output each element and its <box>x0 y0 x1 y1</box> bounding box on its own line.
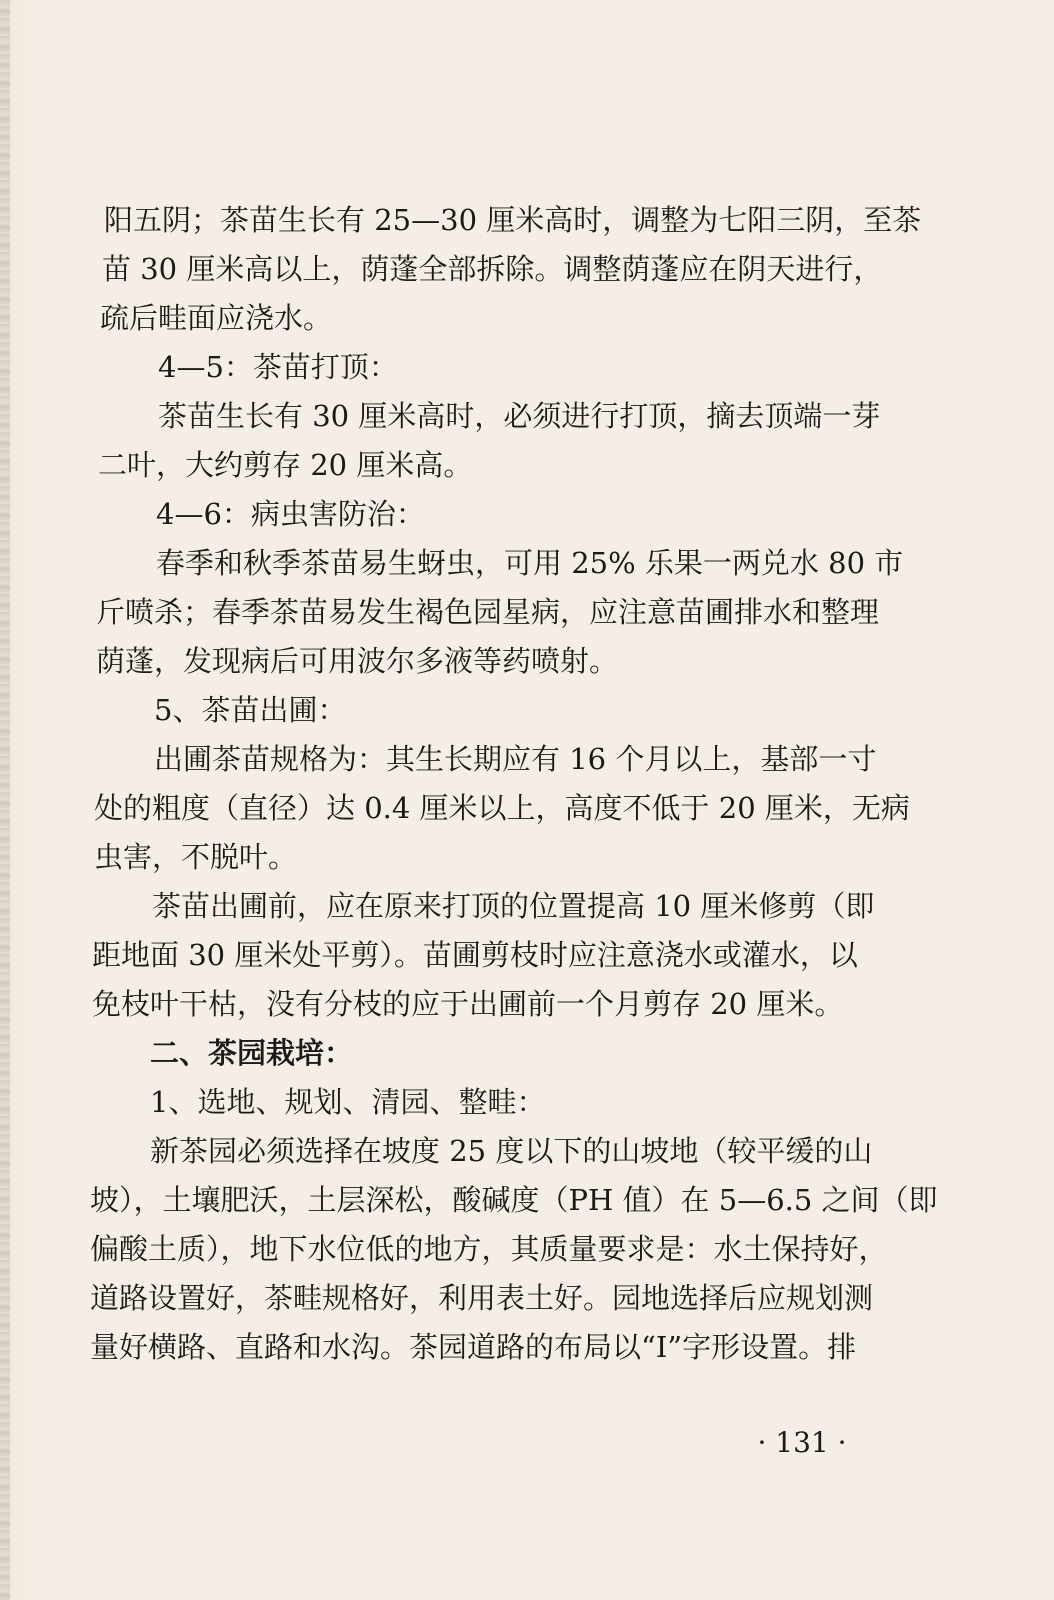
text-line: 距地面 30 厘米处平剪）。苗圃剪枝时应注意浇水或灌水，以 <box>92 938 858 972</box>
subheading: 1、选地、规划、清园、整畦： <box>150 1085 546 1119</box>
page-binding-edge <box>0 0 10 1600</box>
text-line: 新茶园必须选择在坡度 25 度以下的山坡地（较平缓的山 <box>150 1134 873 1168</box>
text-line: 春季和秋季茶苗易生蚜虫，可用 25% 乐果一两兑水 80 市 <box>156 546 904 580</box>
text-line: 二叶，大约剪存 20 厘米高。 <box>98 448 473 482</box>
text-line: 茶苗出圃前，应在原来打顶的位置提高 10 厘米修剪（即 <box>152 889 875 923</box>
text-line: 苗 30 厘米高以上，荫蓬全部拆除。调整荫蓬应在阴天进行， <box>102 252 883 286</box>
text-line: 出圃茶苗规格为：其生长期应有 16 个月以上，基部一寸 <box>154 742 877 776</box>
page-number: · 131 · <box>757 1426 847 1459</box>
text-line: 茶苗生长有 30 厘米高时，必须进行打顶，摘去顶端一芽 <box>158 399 881 433</box>
subheading: 5、茶苗出圃： <box>154 693 347 727</box>
text-line: 阳五阴；茶苗生长有 25—30 厘米高时，调整为七阳三阴，至茶 <box>104 203 922 237</box>
text-line: 道路设置好，茶畦规格好，利用表土好。园地选择后应规划测 <box>90 1281 874 1315</box>
text-line: 处的粗度（直径）达 0.4 厘米以上，高度不低于 20 厘米，无病 <box>94 791 910 825</box>
body-text <box>90 196 938 1372</box>
section-heading: 二、茶园栽培： <box>150 1036 354 1070</box>
subheading: 4—6：病虫害防治： <box>156 497 425 531</box>
text-line: 偏酸土质），地下水位低的地方，其质量要求是：水土保持好， <box>90 1232 888 1266</box>
text-line: 免枝叶干枯，没有分枝的应于出圃前一个月剪存 20 厘米。 <box>92 987 844 1021</box>
text-line: 疏后畦面应浇水。 <box>100 301 333 335</box>
text-line: 斤喷杀；春季茶苗易发生褐色园星病，应注意苗圃排水和整理 <box>96 595 880 629</box>
subheading: 4—5：茶苗打顶： <box>158 350 398 384</box>
text-line: 量好横路、直路和水沟。茶园道路的布局以“I”字形设置。排 <box>90 1330 857 1364</box>
text-line: 虫害，不脱叶。 <box>94 840 298 874</box>
text-line: 荫蓬，发现病后可用波尔多液等药喷射。 <box>96 644 619 678</box>
text-line: 坡），土壤肥沃，土层深松，酸碱度（PH 值）在 5—6.5 之间（即 <box>90 1183 938 1217</box>
